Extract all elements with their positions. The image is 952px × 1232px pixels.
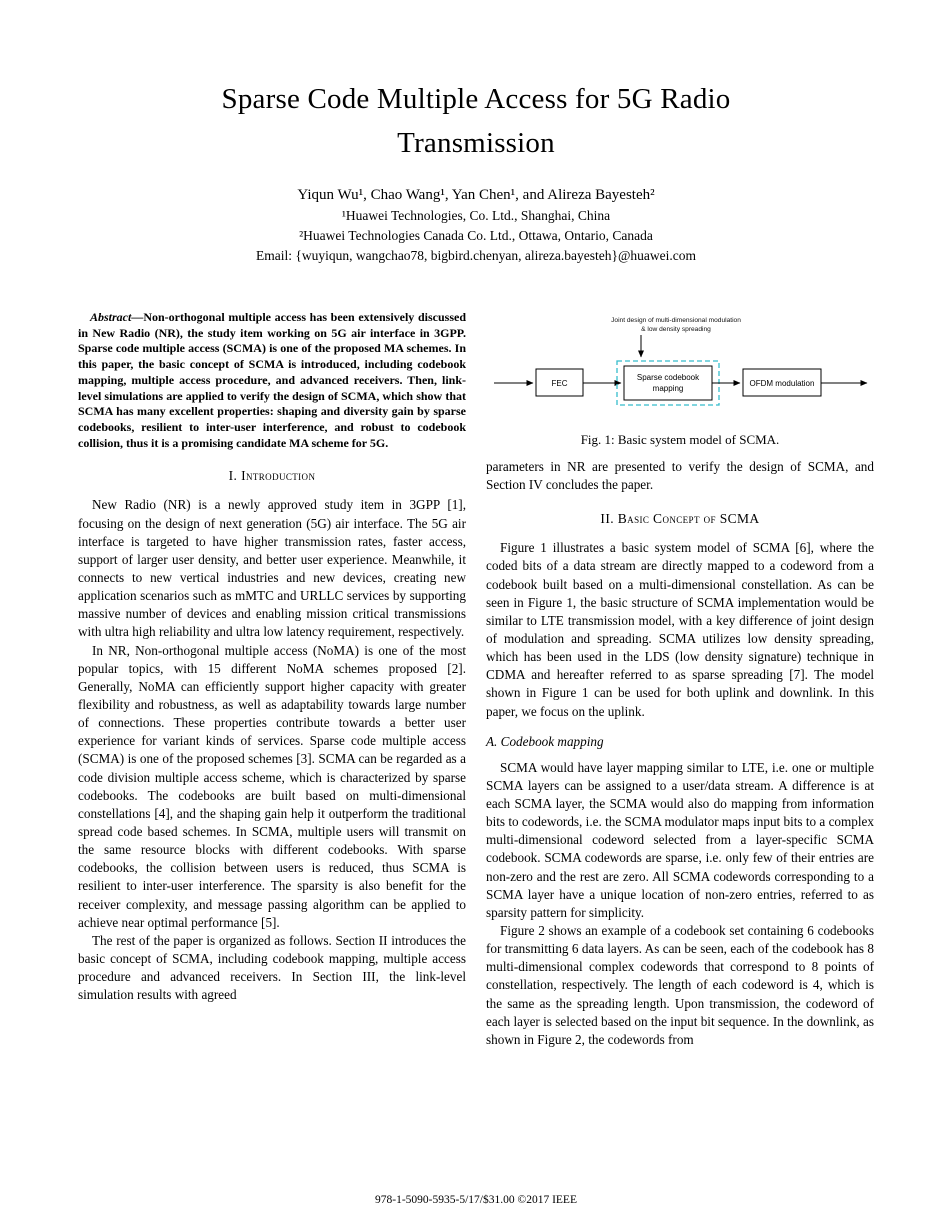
figure1-annotation-line2: & low density spreading bbox=[641, 326, 711, 333]
paper-title bbox=[0, 78, 952, 165]
section-heading-introduction: I. Introduction bbox=[228, 468, 316, 484]
sparse-codebook-mapping-block bbox=[624, 366, 712, 400]
authors-line: Yiqun Wu¹, Chao Wang¹, Yan Chen¹, and Alireza Bayesteh² bbox=[297, 187, 655, 203]
ofdm-label: OFDM modulation bbox=[749, 379, 815, 388]
copyright-notice: 978-1-5090-5935-5/17/$31.00 ©2017 IEEE bbox=[375, 1194, 577, 1206]
intro-paragraph-1: New Radio (NR) is a newly approved study item in 3GPP [1], focusing on the design of next generation (5G) air interface. The 5G air interface is targeted to have higher transmission rates, faster access, support of larger user density, and better user experience. Meanwhile, it connects to new vertical industries and new devices, creating new application scenarios such as mMTC and URLLC services by supporting massive number of devices and enabling mission critical transmissions with ultra high reliability and ultra low latency requirement, respectively. bbox=[78, 497, 466, 640]
affiliation-2: ²Huawei Technologies Canada Co. Ltd., Ottawa, Ontario, Canada bbox=[299, 228, 653, 243]
subsection-heading-codebook-mapping: A. Codebook mapping bbox=[486, 733, 604, 749]
title-line-1: Sparse Code Multiple Access for 5G Radio bbox=[221, 83, 731, 115]
scm-label-line1: Sparse codebook bbox=[636, 373, 700, 382]
title-line-2: Transmission bbox=[397, 126, 555, 159]
fec-label: FEC bbox=[551, 379, 568, 388]
joint-design-highlight-box bbox=[617, 361, 719, 405]
abstract bbox=[78, 310, 466, 451]
affiliation-1: ¹Huawei Technologies, Co. Ltd., Shanghai, China bbox=[341, 208, 611, 223]
figure1-annotation-line1: Joint design of multi-dimensional modulation bbox=[611, 317, 741, 324]
scm-label-line2: mapping bbox=[652, 384, 684, 393]
intro-paragraph-3: The rest of the paper is organized as follows. Section II introduces the basic concept of SCMA, including codebook mapping, multiple access procedure and advanced receivers. In Section III, the link-level simulation results with agreed bbox=[78, 932, 466, 1003]
intro-paragraph-2: In NR, Non-orthogonal multiple access (NoMA) is one of the most popular topics, with 15 different NoMA schemes proposed [2]. Generally, NoMA can efficiently support higher capacity with greater flexibility and robustness, as well as adaptability towards large number of connections. These properties contribute towards a better user experience for variant kinds of services. Sparse code multiple access (SCMA) is one of the proposed schemes [3]. SCMA can be regarded as a code division multiple access scheme, which is characterized by sparse codebooks. The codebooks are built based on multi-dimensional constellations [4], and the shaping gain help it outperform the traditional spread code based schemes. In SCMA, multiple users will transmit on the same resource blocks with different codebooks. With sparse codebooks, the collision between users is reduced, thus SCMA is resilient to inter-user interference. The sparsity is also benefit for the receiver complexity, and message passing algorithm can be applied to achieve near optimal performance [5]. bbox=[78, 642, 466, 930]
two-column-body bbox=[78, 310, 874, 1049]
abstract-label: Abstract— bbox=[90, 310, 144, 324]
abstract-text: Non-orthogonal multiple access has been extensively discussed in New Radio (NR), the study item working on 5G air interface in 3GPP. Sparse code multiple access (SCMA) is one of the proposed MA schemes. In this paper, the basic concept of SCMA is introduced, including codebook mapping, multiple access procedure, and advanced receivers. Then, link-level simulations are applied to verify the design of SCMA, which show that SCMA has many excellent properties: shaping and diversity gain by sparse codebooks, resilient to inter-user interference, and robust to codebook collision, thus it is a promising candidate MA scheme for 5G. bbox=[78, 310, 466, 450]
right-column bbox=[486, 310, 874, 1049]
codebook-mapping-paragraph-1: SCMA would have layer mapping similar to LTE, i.e. one or multiple SCMA layers can be assigned to a user/data stream. A difference is at each SCMA layer, the SCMA would also do mapping from information bits to codewords, i.e. the SCMA modulator maps input bits to a complex multi-dimensional codeword selected from a layer-specific SCMA codebook. SCMA codewords are sparse, i.e. only few of their entries are non-zero and the rest are zero. All SCMA codewords corresponding to a SCMA layer have a unique location of non-zero entries, referred to as sparsity pattern for simplicity. bbox=[486, 759, 874, 920]
paper-header bbox=[0, 0, 952, 264]
codebook-mapping-paragraph-2: Figure 2 shows an example of a codebook set containing 6 codebooks for transmitting 6 data layers. As can be seen, each of the codebook has 8 multi-dimensional complex codewords that correspond to 8 points of constellation, respectively. The length of each codeword is 4, which is the same as the spreading length. Upon transmission, the codeword of each layer is selected based on the input bit sequence. In the downlink, as shown in Figure 2, the codewords from bbox=[486, 922, 874, 1047]
section2-paragraph-1: Figure 1 illustrates a basic system model of SCMA [6], where the coded bits of a data stream are directly mapped to a codeword from a codebook built based on a multi-dimensional constellation. As can be seen in Figure 1, the basic structure of SCMA implementation would be similar to LTE transmission model, with a key difference of joint design of modulation and spreading. SCMA utilizes low density spreading, which has been used in the LDS (low density signature) technique in CDMA and hereafter referred to as sparse spreading [7]. The model shown in Figure 1 can be used for both uplink and downlink. In this paper, we focus on the uplink. bbox=[486, 540, 874, 719]
section-heading-basic-concept: II. Basic Concept of SCMA bbox=[600, 511, 760, 527]
figure1-diagram bbox=[486, 310, 876, 422]
figure-1 bbox=[486, 310, 874, 448]
figure1-caption: Fig. 1: Basic system model of SCMA. bbox=[580, 432, 780, 447]
left-column bbox=[78, 310, 466, 1049]
continuation-paragraph: parameters in NR are presented to verify the design of SCMA, and Section IV concludes the paper. bbox=[486, 459, 874, 493]
email-line: Email: {wuyiqun, wangchao78, bigbird.chenyan, alireza.bayesteh}@huawei.com bbox=[255, 248, 696, 263]
